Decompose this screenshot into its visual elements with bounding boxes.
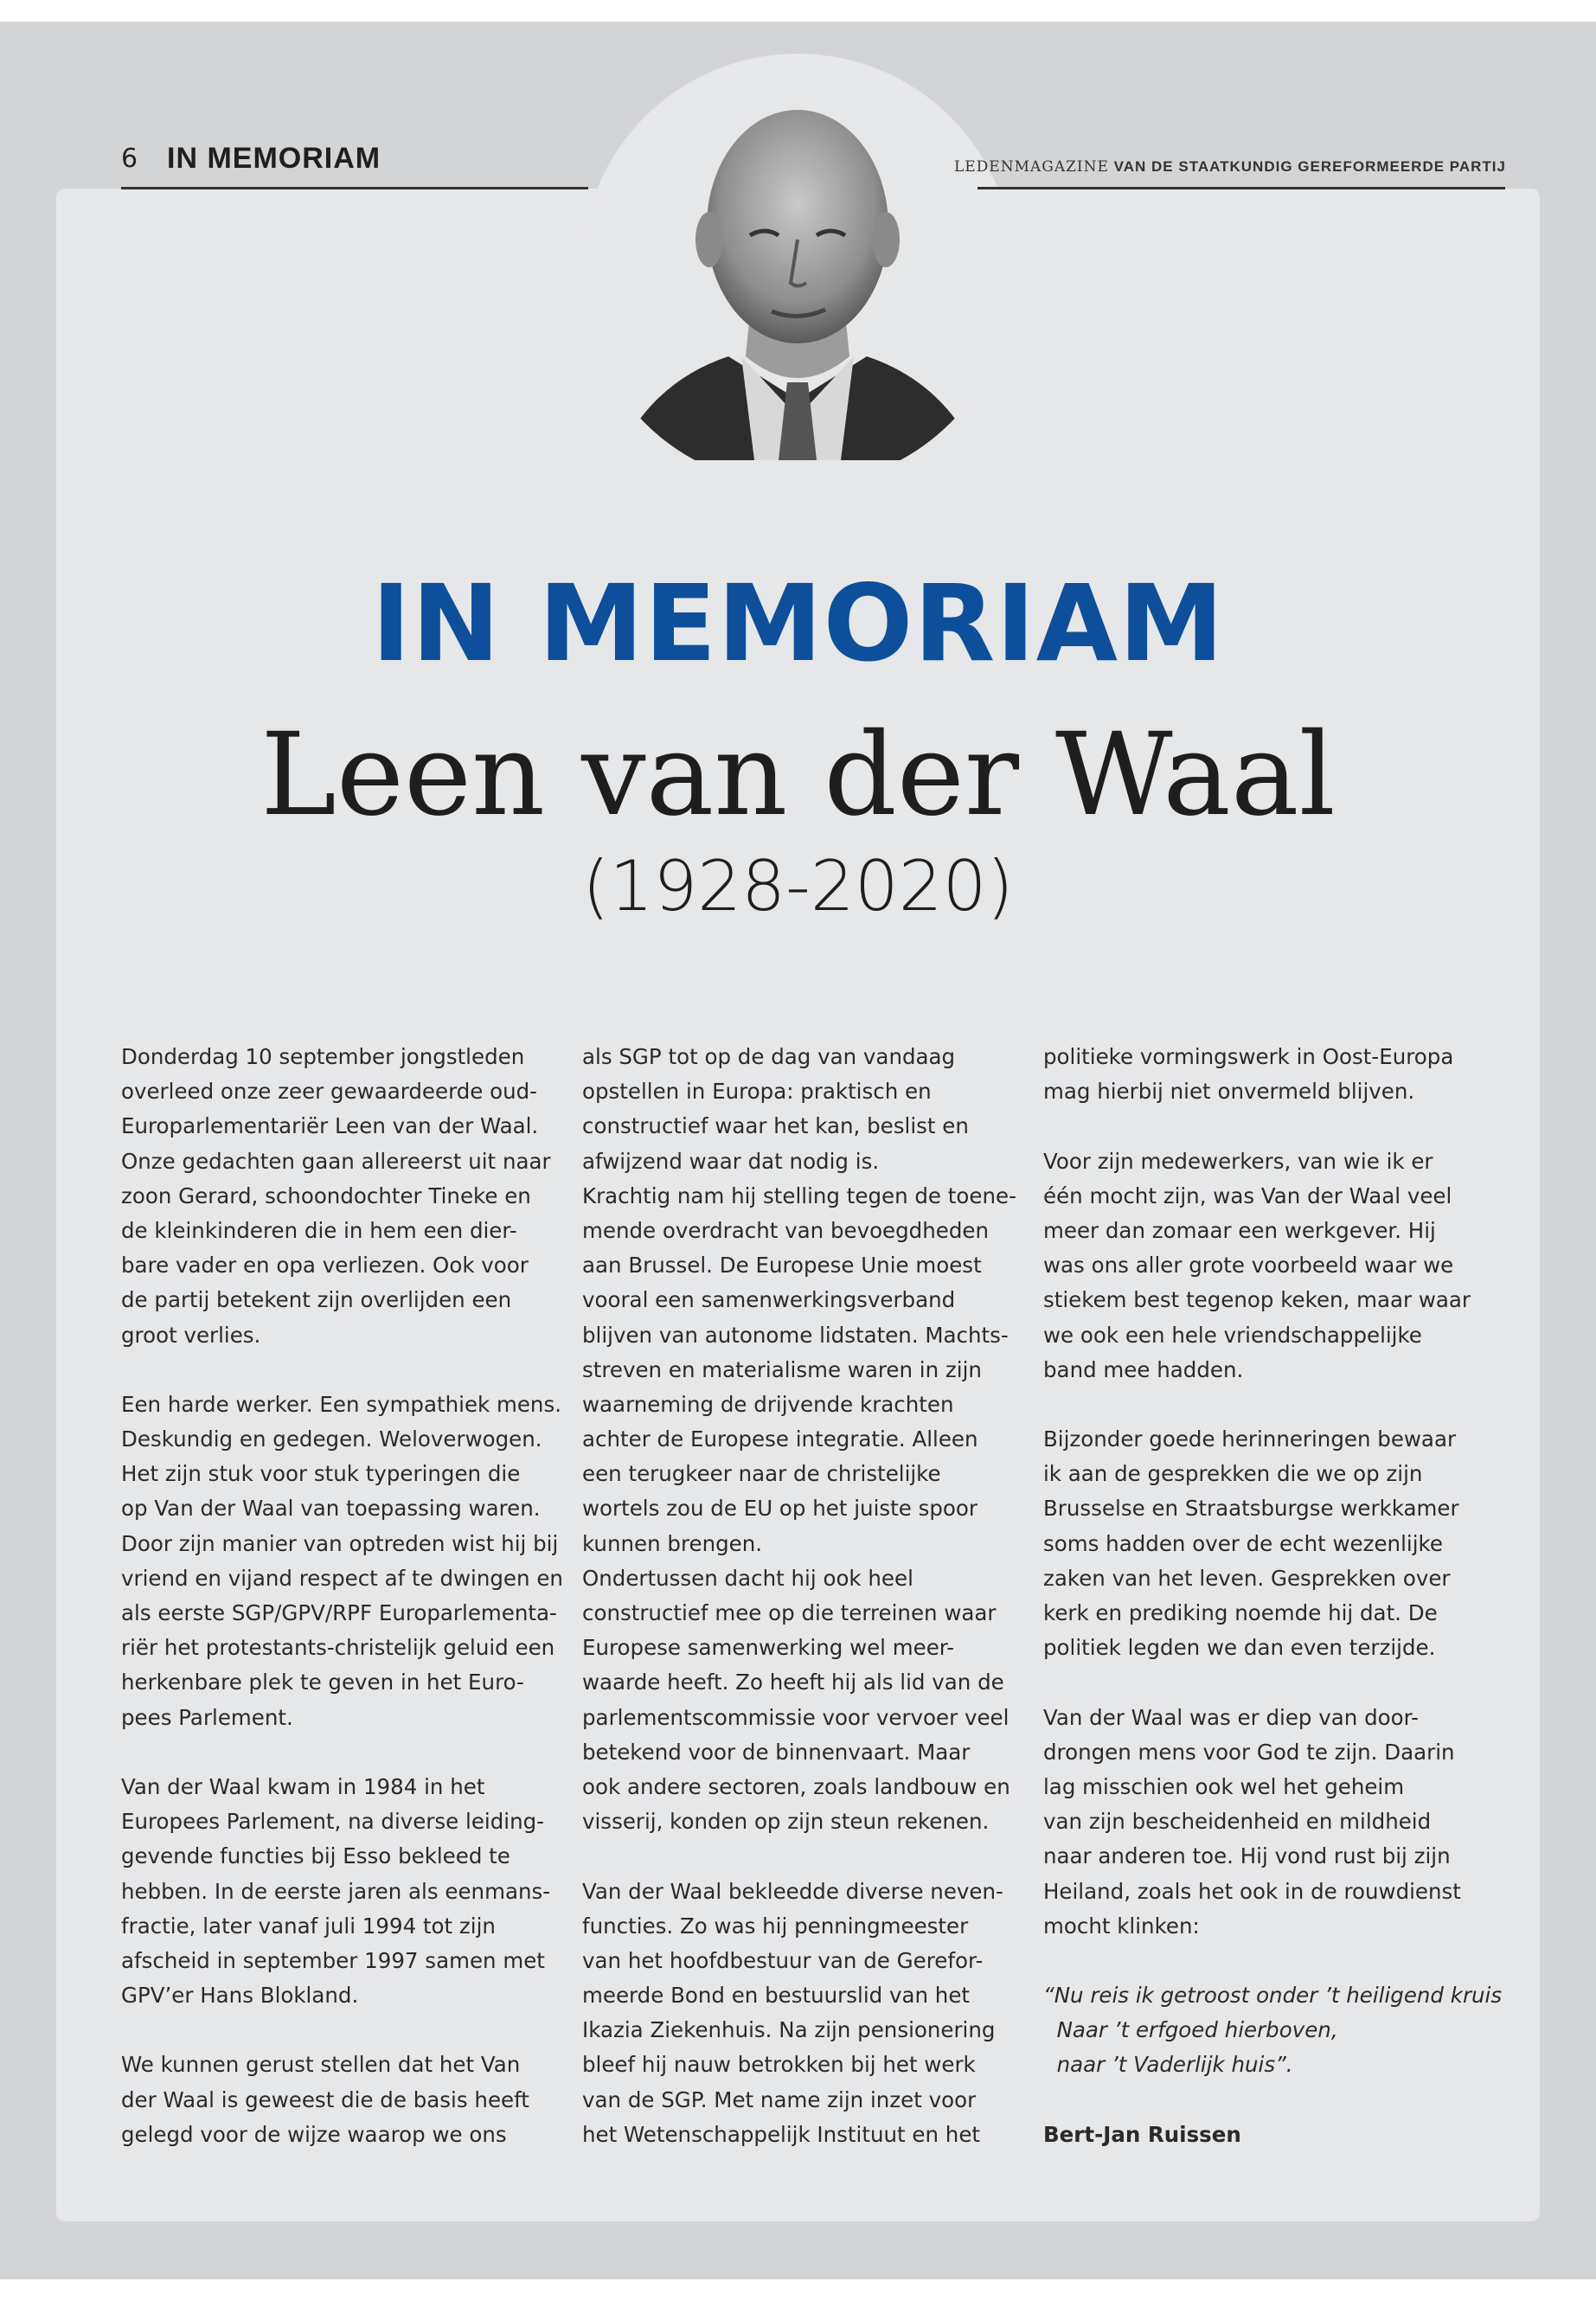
text-line: ik aan de gesprekken die we op zijn <box>1043 1461 1423 1487</box>
text-line: zaken van het leven. Gesprekken over <box>1043 1565 1451 1591</box>
text-line: Donderdag 10 september jongstleden <box>121 1044 525 1069</box>
text-line: één mocht zijn, was Van der Waal veel <box>1043 1183 1452 1208</box>
text-line: mag hierbij niet onvermeld blijven. <box>1043 1079 1415 1105</box>
title-kicker: IN MEMORIAM <box>371 562 1225 685</box>
text-line: van het hoofdbestuur van de Gerefor- <box>582 1947 984 1973</box>
text-line: constructief waar het kan, beslist en <box>582 1113 969 1139</box>
text-line: achter de Europese integratie. Alleen <box>582 1426 978 1452</box>
portrait-icon <box>581 54 1014 486</box>
text-line <box>1043 1944 1493 1978</box>
article-column-2 <box>582 1040 1032 2152</box>
text-line: van zijn bescheidenheid en mildheid <box>1043 1809 1432 1835</box>
text-line: We kunnen gerust stellen dat het Van <box>121 2052 521 2078</box>
author-signature: Bert-Jan Ruissen <box>1043 2121 1241 2147</box>
text-line: het Wetenschappelijk Instituut en het <box>582 2121 980 2147</box>
text-line: Brusselse en Straatsburgse werkkamer <box>1043 1496 1459 1522</box>
text-line: functies. Zo was hij penningmeester <box>582 1913 969 1939</box>
text-line: band mee hadden. <box>1043 1356 1244 1382</box>
text-line: Ikazia Ziekenhuis. Na zijn pensionering <box>582 2017 996 2043</box>
text-line: riër het protestants-christelijk geluid een <box>121 1635 555 1661</box>
text-line: waarneming de drijvende krachten <box>582 1391 954 1417</box>
quote-line: “Nu reis ik getroost onder ’t heiligend kruis <box>1043 1983 1503 2009</box>
text-line: mocht klinken: <box>1043 1913 1200 1939</box>
text-line <box>1043 1388 1493 1422</box>
text-line: vooral een samenwerkingsverband <box>582 1287 956 1313</box>
text-line: een terugkeer naar de christelijke <box>582 1461 941 1487</box>
text-line: blijven van autonome lidstaten. Machts- <box>582 1322 1009 1348</box>
text-line: drongen mens voor God te zijn. Daarin <box>1043 1739 1455 1765</box>
text-line: Van der Waal kwam in 1984 in het <box>121 1773 485 1799</box>
article-column-3 <box>1043 1040 1503 2152</box>
text-line: Europees Parlement, na diverse leiding- <box>121 1809 544 1835</box>
text-line: de partij betekent zijn overlijden een <box>121 1287 512 1313</box>
text-line: ook andere sectoren, zoals landbouw en <box>582 1773 1010 1799</box>
text-line <box>121 2013 571 2048</box>
text-line: gelegd voor de wijze waarop we ons <box>121 2121 507 2147</box>
text-line: fractie, later vanaf juli 1994 tot zijn <box>121 1913 496 1939</box>
text-line: afwijzend waar dat nodig is. <box>582 1148 880 1174</box>
text-line: Door zijn manier van optreden wist hij bij <box>121 1530 559 1556</box>
portrait-photo <box>581 54 1014 486</box>
header-rule-right <box>977 187 1505 189</box>
text-line <box>1043 1109 1493 1144</box>
text-line: der Waal is geweest die de basis heeft <box>121 2086 529 2112</box>
text-line: Deskundig en gedegen. Weloverwogen. <box>121 1426 542 1452</box>
text-line: bare vader en opa verliezen. Ook voor <box>121 1253 529 1279</box>
text-line: Voor zijn medewerkers, van wie ik er <box>1043 1148 1433 1174</box>
text-line: meer dan zomaar een werkgever. Hij <box>1043 1217 1436 1243</box>
text-line: naar anderen toe. Hij vond rust bij zijn <box>1043 1843 1451 1869</box>
article-column-1 <box>121 1040 571 2152</box>
text-line: aan Brussel. De Europese Unie moest <box>582 1253 982 1279</box>
text-line: stiekem best tegenop keken, maar waar <box>1043 1287 1471 1313</box>
text-line: zoon Gerard, schoondochter Tineke en <box>121 1183 531 1208</box>
text-line: parlementscommissie voor vervoer veel <box>582 1704 1010 1730</box>
text-line: wortels zou de EU op het juiste spoor <box>582 1496 977 1522</box>
text-line <box>582 1839 1032 1874</box>
text-line: politiek legden we dan even terzijde. <box>1043 1635 1436 1661</box>
quote-line: naar ’t Vaderlijk huis”. <box>1043 2052 1293 2078</box>
text-line: hebben. In de eerste jaren als eenmans- <box>121 1878 551 1904</box>
magazine-title <box>954 158 1506 176</box>
party-name: VAN DE STAATKUNDIG GEREFORMEERDE PARTIJ <box>1113 158 1506 175</box>
text-line: Europese samenwerking wel meer- <box>582 1635 955 1661</box>
text-line: streven en materialisme waren in zijn <box>582 1356 982 1382</box>
text-line: herkenbare plek te geven in het Euro- <box>121 1670 524 1695</box>
page-title: Leen van der Waal <box>260 708 1336 842</box>
text-line <box>121 1735 571 1770</box>
text-line: meerde Bond en bestuurslid van het <box>582 1983 970 2009</box>
text-line: als SGP tot op de dag van vandaag <box>582 1044 956 1069</box>
quote-line: Naar ’t erfgoed hierboven, <box>1043 2017 1338 2043</box>
text-line: groot verlies. <box>121 1322 261 1348</box>
text-line: vriend en vijand respect af te dwingen en <box>121 1565 563 1591</box>
text-line: gevende functies bij Esso bekleed te <box>121 1843 510 1869</box>
text-line: Ondertussen dacht hij ook heel <box>582 1565 913 1591</box>
text-line: Europarlementariër Leen van der Waal. <box>121 1113 539 1139</box>
text-line: waarde heeft. Zo heeft hij als lid van de <box>582 1670 1004 1695</box>
magazine-name: LEDENMAGAZINE <box>953 158 1109 176</box>
text-line: bleef hij nauw betrokken bij het werk <box>582 2052 976 2078</box>
text-line: afscheid in september 1997 samen met <box>121 1947 545 1973</box>
title-years: (1928-2020) <box>582 846 1014 926</box>
text-line: opstellen in Europa: praktisch en <box>582 1079 932 1105</box>
text-line: Krachtig nam hij stelling tegen de toene- <box>582 1183 1016 1208</box>
text-line: Van der Waal bekleedde diverse neven- <box>582 1878 1003 1904</box>
text-line: was ons aller grote voorbeeld waar we <box>1043 1253 1454 1279</box>
text-line: van de SGP. Met name zijn inzet voor <box>582 2086 977 2112</box>
text-line: Onze gedachten gaan allereerst uit naar <box>121 1148 551 1174</box>
text-line: als eerste SGP/GPV/RPF Europarlementa- <box>121 1600 557 1625</box>
text-line: mende overdracht van bevoegdheden <box>582 1217 989 1243</box>
text-line <box>1043 1665 1493 1700</box>
text-line <box>121 1353 571 1388</box>
text-line: de kleinkinderen die in hem een dier- <box>121 1217 517 1243</box>
text-line: pees Parlement. <box>121 1704 293 1730</box>
text-line: lag misschien ook wel het geheim <box>1043 1773 1405 1799</box>
text-line: Het zijn stuk voor stuk typeringen die <box>121 1461 521 1487</box>
text-line: Van der Waal was er diep van door- <box>1043 1704 1419 1730</box>
text-line: op Van der Waal van toepassing waren. <box>121 1496 541 1522</box>
text-line: overleed onze zeer gewaardeerde oud- <box>121 1079 538 1105</box>
text-line: Heiland, zoals het ook in de rouwdienst <box>1043 1878 1461 1904</box>
text-line: GPV’er Hans Blokland. <box>121 1983 359 2009</box>
text-line: we ook een hele vriendschappelijke <box>1043 1322 1422 1348</box>
text-line: Bijzonder goede herinneringen bewaar <box>1043 1426 1457 1452</box>
text-line: politieke vormingswerk in Oost-Europa <box>1043 1044 1454 1069</box>
text-line: soms hadden over de echt wezenlijke <box>1043 1530 1443 1556</box>
text-line: visserij, konden op zijn steun rekenen. <box>582 1809 990 1835</box>
text-line: constructief mee op die terreinen waar <box>582 1600 997 1625</box>
text-line: betekend voor de binnenvaart. Maar <box>582 1739 971 1765</box>
text-line: kunnen brengen. <box>582 1530 763 1556</box>
spacer <box>1043 2083 1493 2118</box>
header-rule-left <box>121 187 588 189</box>
section-label: IN MEMORIAM <box>167 142 381 175</box>
text-line: kerk en prediking noemde hij dat. De <box>1043 1600 1438 1625</box>
page-number: 6 <box>121 144 139 174</box>
text-line: Een harde werker. Een sympathiek mens. <box>121 1391 562 1417</box>
